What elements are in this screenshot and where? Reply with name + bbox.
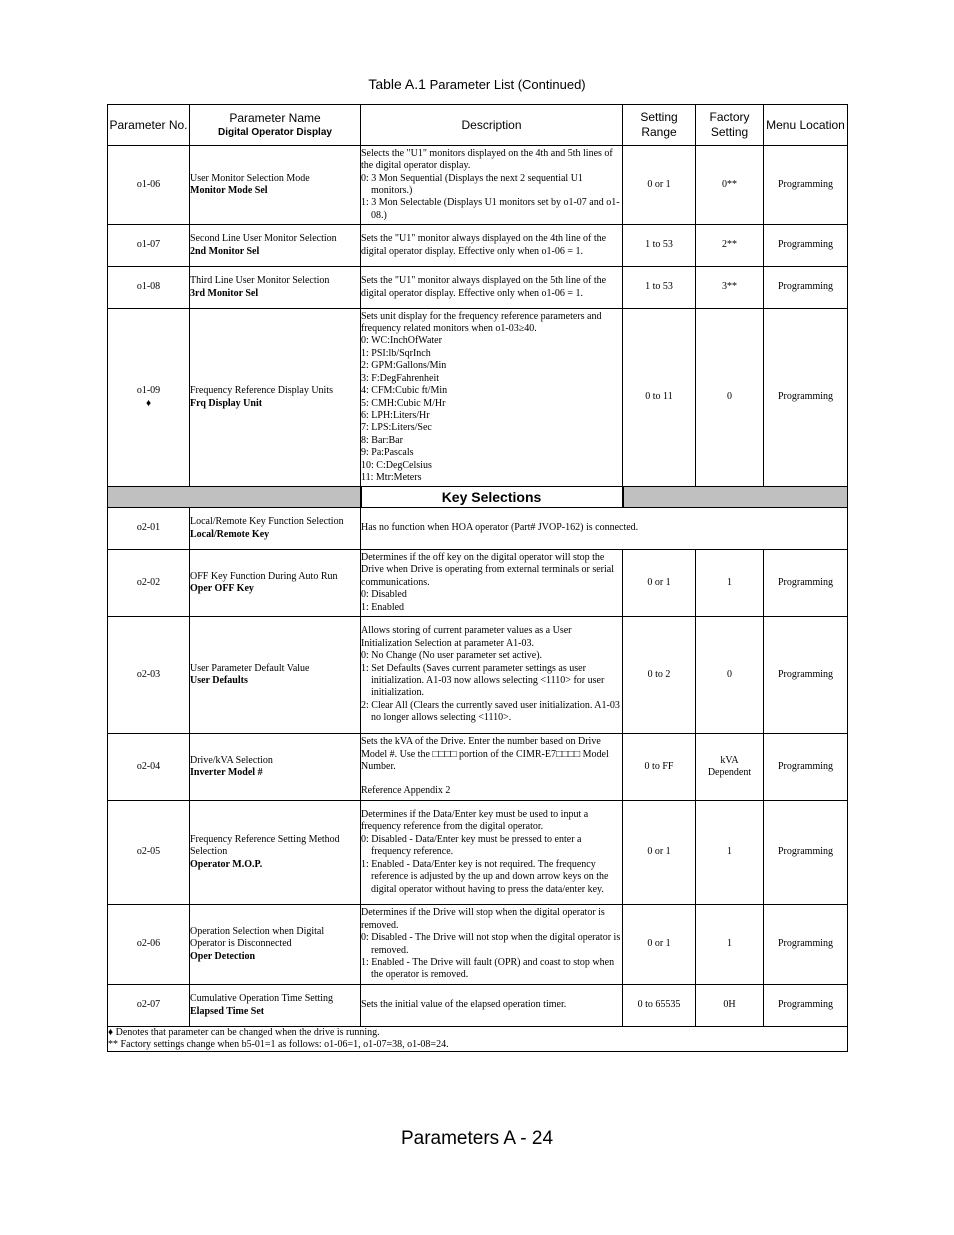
description-line: 10: C:DegCelsius — [361, 459, 432, 471]
setting-range: 0 to 2 — [623, 617, 696, 734]
table-row — [108, 309, 848, 487]
header-description: Description — [361, 105, 623, 146]
description-line: Sets unit display for the frequency reference parameters and frequency related monitors when o1-03≥40. — [361, 310, 602, 335]
menu-location: Programming — [764, 309, 848, 487]
param-display-text: Inverter Model # — [190, 767, 263, 778]
description-line: 1: Enabled - Data/Enter key is not required. The frequency reference is adjusted by the up and down arrow keys on the digital operator without having to press the data/enter key. — [361, 858, 609, 895]
param-display-text: 3rd Monitor Sel — [190, 287, 259, 299]
param-no-cell — [108, 617, 190, 734]
param-name — [190, 267, 361, 309]
param-name-text: Operation Selection when Digital Operator is Disconnected — [190, 925, 325, 950]
description-line: 0: No Change (No user parameter set active). — [361, 650, 543, 662]
notes-row — [108, 1027, 848, 1052]
param-no: o2-04 — [136, 760, 161, 772]
param-name-text: Cumulative Operation Time Setting — [190, 993, 334, 1005]
param-description — [361, 225, 623, 267]
description-line: 1: Set Defaults (Saves current parameter settings as user initialization. A1-03 now allows selecting <1110> for user initialization. — [361, 662, 605, 699]
param-display-text: Oper Detection — [190, 950, 256, 962]
menu-location: Programming — [764, 801, 848, 905]
table-row — [108, 267, 848, 309]
description-line: 0: Disabled - Data/Enter key must be pressed to enter a frequency reference. — [361, 833, 582, 858]
menu-location: Programming — [764, 146, 848, 225]
setting-range: 0 or 1 — [623, 146, 696, 225]
table-row — [108, 985, 848, 1027]
table-caption — [0, 76, 954, 92]
header-row — [108, 105, 848, 146]
param-name — [190, 617, 361, 734]
param-display-text: 2nd Monitor Sel — [190, 245, 260, 257]
param-no-cell — [108, 985, 190, 1027]
table-row — [108, 801, 848, 905]
param-description — [361, 617, 623, 734]
param-no-cell — [108, 146, 190, 225]
setting-range: 0 or 1 — [623, 550, 696, 617]
param-name — [190, 801, 361, 905]
header-menu-location: Menu Location — [764, 105, 848, 146]
param-name-text: Local/Remote Key Function Selection — [190, 516, 344, 528]
description-line: 1: PSI:lb/SqrInch — [361, 347, 431, 359]
description-line: Allows storing of current parameter values as a User Initialization Selection at parameter A1-03. — [361, 625, 572, 649]
param-description — [361, 309, 623, 487]
factory-setting: 1 — [696, 905, 764, 985]
table-row — [108, 146, 848, 225]
header-digital-operator-display: Digital Operator Display — [218, 127, 332, 138]
parameter-table — [107, 104, 848, 1052]
param-description — [361, 734, 623, 801]
description-line: 2: Clear All (Clears the currently saved user initialization. A1-03 no longer allows selecting <1110>. — [361, 699, 620, 724]
setting-range: 0 to FF — [623, 734, 696, 801]
param-no: o1-08 — [136, 281, 161, 293]
param-no-cell — [108, 225, 190, 267]
param-no: o2-03 — [136, 668, 161, 680]
param-name — [190, 734, 361, 801]
description-line: 11: Mtr:Meters — [361, 471, 422, 483]
factory-setting: 1 — [696, 550, 764, 617]
description-line: Has no function when HOA operator (Part# JVOP-162) is connected. — [361, 522, 639, 534]
description-line: 2: GPM:Gallons/Min — [361, 360, 447, 372]
header-setting-range: Setting Range — [623, 105, 696, 146]
header-parameter-no: Parameter No. — [108, 105, 190, 146]
factory-setting: kVA Dependent — [696, 734, 764, 801]
description-line — [361, 773, 622, 785]
param-display-text: User Defaults — [190, 675, 248, 686]
table-body-top — [108, 146, 848, 487]
section-spacer-right — [623, 487, 848, 508]
param-name-text: Frequency Reference Display Units — [190, 385, 334, 397]
param-name — [190, 550, 361, 617]
param-name-text: Frequency Reference Setting Method Selection — [190, 833, 340, 858]
menu-location: Programming — [764, 617, 848, 734]
description-line: Sets the kVA of the Drive. Enter the number based on Drive Model #. Use the □□□□ portion of the CIMR-E7□□□□ Model Number. — [361, 736, 609, 772]
param-no: o2-01 — [108, 508, 190, 550]
param-no-cell — [108, 905, 190, 985]
param-no: o1-09 — [136, 385, 161, 397]
setting-range: 0 to 11 — [623, 309, 696, 487]
param-display-text: Operator M.O.P. — [190, 858, 263, 870]
caption-prefix: Table A.1 — [368, 76, 426, 92]
table-row — [108, 905, 848, 985]
param-name-text: Second Line User Monitor Selection — [190, 233, 337, 245]
param-display-text: Oper OFF Key — [190, 583, 254, 594]
menu-location: Programming — [764, 985, 848, 1027]
description-line: 1: Enabled - The Drive will fault (OPR) and coast to stop when the operator is removed. — [361, 956, 615, 981]
param-description — [361, 905, 623, 985]
section-row-key-selections — [108, 487, 848, 508]
param-description — [361, 985, 623, 1027]
param-no: o1-07 — [136, 239, 161, 251]
description-line: 0: WC:InchOfWater — [361, 335, 442, 347]
param-name — [190, 146, 361, 225]
param-no-cell — [108, 267, 190, 309]
description-line: Reference Appendix 2 — [361, 785, 451, 797]
table-row — [108, 617, 848, 734]
description-line: 0: Disabled — [361, 589, 407, 601]
menu-location: Programming — [764, 734, 848, 801]
param-description — [361, 801, 623, 905]
param-description — [361, 146, 623, 225]
factory-setting: 0 — [696, 617, 764, 734]
description-line: Sets the initial value of the elapsed operation timer. — [361, 999, 567, 1011]
setting-range: 1 to 53 — [623, 267, 696, 309]
param-no: o2-02 — [136, 576, 161, 588]
param-name-text: Third Line User Monitor Selection — [190, 275, 330, 287]
setting-range: 0 or 1 — [623, 905, 696, 985]
menu-location: Programming — [764, 225, 848, 267]
param-description — [361, 508, 848, 550]
description-line: Determines if the off key on the digital operator will stop the Drive when Drive is operating from external terminals or serial communications. — [361, 551, 614, 588]
menu-location: Programming — [764, 267, 848, 309]
param-no-cell — [108, 734, 190, 801]
table-row — [108, 734, 848, 801]
setting-range: 1 to 53 — [623, 225, 696, 267]
table-row — [108, 508, 848, 550]
param-name-text: Drive/kVA Selection — [190, 754, 273, 766]
description-line: Determines if the Data/Enter key must be used to input a frequency reference from the digital operator. — [361, 809, 589, 833]
menu-location: Programming — [764, 550, 848, 617]
param-description — [361, 267, 623, 309]
description-line: Sets the "U1" monitor always displayed on the 4th line of the digital operator display. Effective only when o1-06 = 1. — [361, 233, 607, 257]
factory-setting: 0 — [696, 309, 764, 487]
note-factory-settings: ** Factory settings change when b5-01=1 as follows: o1-06=1, o1-07=38, o1-08=24. — [108, 1039, 449, 1050]
param-no: o1-06 — [136, 178, 161, 190]
setting-range: 0 to 65535 — [623, 985, 696, 1027]
section-title: Key Selections — [361, 487, 623, 508]
factory-setting: 0H — [696, 985, 764, 1027]
param-display-text: Local/Remote Key — [190, 528, 270, 540]
description-line: 4: CFM:Cubic ft/Min — [361, 385, 448, 397]
param-no-cell — [108, 801, 190, 905]
factory-setting: 1 — [696, 801, 764, 905]
table-notes — [108, 1027, 848, 1052]
description-line: 1: 3 Mon Selectable (Displays U1 monitors set by o1-07 and o1-08.) — [361, 197, 620, 221]
param-name — [190, 309, 361, 487]
param-no-cell — [108, 309, 190, 487]
param-description — [361, 550, 623, 617]
description-line: Determines if the Drive will stop when the digital operator is removed. — [361, 907, 605, 931]
description-line: 1: Enabled — [361, 601, 405, 613]
param-name-text: User Parameter Default Value — [190, 662, 310, 674]
param-display-text: Frq Display Unit — [190, 397, 263, 409]
menu-location: Programming — [764, 905, 848, 985]
description-line: 5: CMH:Cubic M/Hr — [361, 397, 446, 409]
table-body-bottom — [108, 550, 848, 1027]
caption-rest: Parameter List (Continued) — [425, 77, 586, 92]
param-no: o2-07 — [136, 999, 161, 1011]
param-name — [190, 905, 361, 985]
param-no-cell — [108, 550, 190, 617]
setting-range: 0 or 1 — [623, 801, 696, 905]
description-line: Sets the "U1" monitor always displayed on the 5th line of the digital operator display. Effective only when o1-06 = 1. — [361, 275, 607, 299]
table-row — [108, 550, 848, 617]
factory-setting: 0** — [696, 146, 764, 225]
header-parameter-name-label: Parameter Name — [229, 111, 321, 125]
description-line: 6: LPH:Liters/Hr — [361, 409, 430, 421]
header-parameter-name — [190, 105, 361, 146]
description-line: 9: Pa:Pascals — [361, 447, 414, 459]
description-line: 0: 3 Mon Sequential (Displays the next 2 sequential U1 monitors.) — [361, 172, 583, 196]
param-display-text: Monitor Mode Sel — [190, 185, 268, 196]
run-change-diamond-icon: ♦ — [145, 397, 152, 409]
param-name — [190, 225, 361, 267]
section-spacer-left — [108, 487, 361, 508]
page-footer: Parameters A - 24 — [400, 1128, 554, 1149]
factory-setting: 2** — [696, 225, 764, 267]
header-factory-setting: Factory Setting — [696, 105, 764, 146]
description-line: 7: LPS:Liters/Sec — [361, 422, 432, 434]
param-name-text: User Monitor Selection Mode — [190, 172, 310, 184]
param-name — [190, 508, 361, 550]
table-row — [108, 225, 848, 267]
description-line: Selects the "U1" monitors displayed on the 4th and 5th lines of the digital operator display. — [361, 147, 613, 172]
note-running-change: ♦ Denotes that parameter can be changed when the drive is running. — [108, 1027, 380, 1038]
param-name-text: OFF Key Function During Auto Run — [190, 570, 338, 582]
description-line: 0: Disabled - The Drive will not stop when the digital operator is removed. — [361, 932, 621, 956]
param-no: o2-06 — [136, 938, 161, 950]
description-line: 8: Bar:Bar — [361, 434, 403, 446]
factory-setting: 3** — [696, 267, 764, 309]
description-line: 3: F:DegFahrenheit — [361, 372, 440, 384]
param-no: o2-05 — [136, 846, 161, 858]
param-display-text: Elapsed Time Set — [190, 1005, 265, 1017]
param-name — [190, 985, 361, 1027]
